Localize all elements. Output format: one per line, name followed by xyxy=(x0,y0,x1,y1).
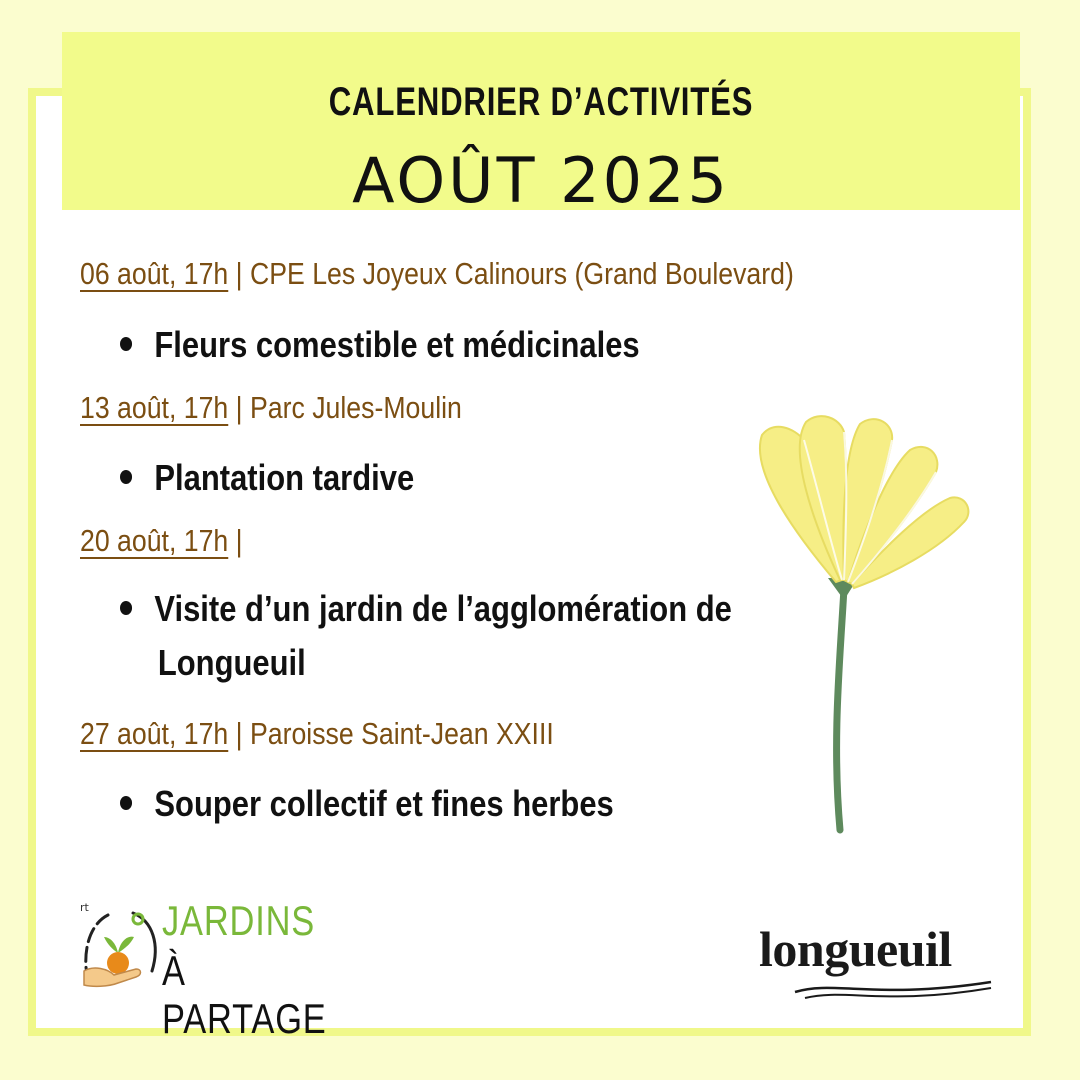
event-header xyxy=(80,716,554,752)
longueuil-logo xyxy=(755,918,995,1008)
event-date: 20 août, 17h xyxy=(80,523,229,558)
hand-seedling-icon xyxy=(78,895,168,1010)
event-activity-text: Visite d’un jardin de l’agglomération de xyxy=(154,588,732,629)
bullet-icon xyxy=(120,337,132,351)
event-location: | Parc Jules-Moulin xyxy=(228,390,462,425)
flower-illustration xyxy=(752,410,982,840)
jardins-text: JARDINS xyxy=(162,897,316,944)
jardins-a-partage-logo xyxy=(78,895,378,1042)
event-date: 27 août, 17h xyxy=(80,716,229,751)
event-activity xyxy=(120,588,732,684)
event-location: | CPE Les Joyeux Calinours (Grand Boulevard) xyxy=(228,256,794,291)
jardins-mark: rt xyxy=(80,901,89,914)
event-header xyxy=(80,390,462,426)
event-activity xyxy=(120,783,614,825)
title-banner xyxy=(62,32,1020,217)
bullet-icon xyxy=(120,470,132,484)
event-location: | Paroisse Saint-Jean XXIII xyxy=(228,716,554,751)
longueuil-wave-icon xyxy=(755,970,995,1010)
longueuil-wordmark: longueuil xyxy=(759,921,952,977)
event-header xyxy=(80,256,794,292)
event-date: 13 août, 17h xyxy=(80,390,229,425)
bullet-icon xyxy=(120,796,132,810)
title-line-1: CALENDRIER D’ACTIVITÉS xyxy=(328,80,754,124)
event-activity-text: Plantation tardive xyxy=(154,457,415,498)
event-activity-text: Fleurs comestible et médicinales xyxy=(154,324,640,365)
event-activity xyxy=(120,457,414,499)
event-header xyxy=(80,523,243,559)
event-activity-continued: Longueuil xyxy=(157,642,306,683)
partage-text: À PARTAGE xyxy=(162,947,327,1042)
event-activity xyxy=(120,324,640,366)
event-date: 06 août, 17h xyxy=(80,256,229,291)
title-line-2: AOÛT 2025 xyxy=(352,144,730,217)
event-location: | xyxy=(228,523,243,558)
event-activity-text: Souper collectif et fines herbes xyxy=(154,783,614,824)
bullet-icon xyxy=(120,601,132,615)
